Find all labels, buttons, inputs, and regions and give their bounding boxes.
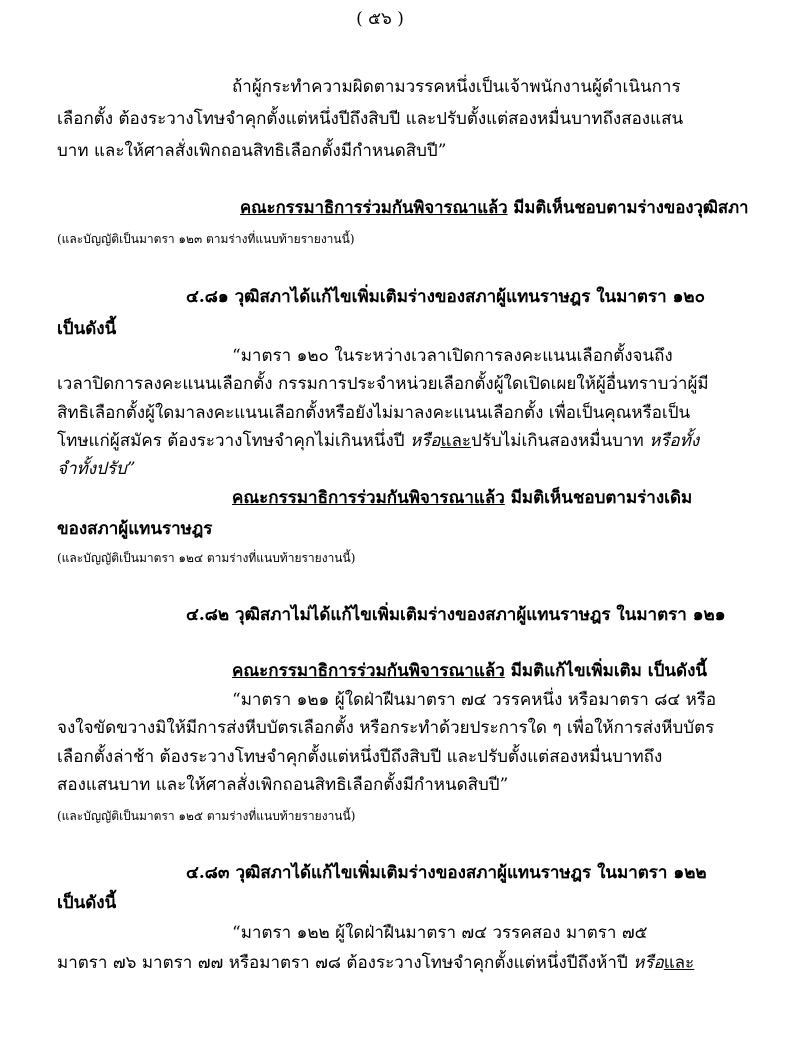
committee-resolution-cont: ของสภาผู้แทนราษฎร: [57, 519, 213, 539]
paragraph-line: เลือกตั้งล่าช้า ต้องระวางโทษจำคุกตั้งแต่หนึ่งปีถึงสิบปี และปรับตั้งแต่สองหมื่นบาทถึง: [57, 747, 663, 767]
text-run: ปรับไม่เกินสองหมื่นบาท: [471, 431, 650, 451]
paragraph-line: [57, 430, 699, 452]
committee-resolution: [232, 487, 692, 509]
paragraph-line: สองแสนบาท และให้ศาลสั่งเพิกถอนสิทธิเลือกตั้งมีกำหนดสิบปี”: [57, 775, 509, 795]
paragraph-line: เวลาปิดการลงคะแนนเลือกตั้ง กรรมการประจำหน่วยเลือกตั้งผู้ใดเปิดเผยให้ผู้อื่นทราบว่าผู้มี: [57, 374, 709, 394]
committee-name: คณะกรรมาธิการร่วมกันพิจารณาแล้ว: [232, 488, 505, 508]
section-heading: ๔.๘๑ วุฒิสภาได้แก้ไขเพิ่มเติมร่างของสภาผู้แทนราษฎร ในมาตรา ๑๒๐: [186, 287, 705, 307]
paragraph-line: ถ้าผู้กระทำความผิดตามวรรคหนึ่งเป็นเจ้าพนักงานผู้ดำเนินการ: [232, 77, 681, 97]
committee-name: คณะกรรมาธิการร่วมกันพิจารณาแล้ว: [240, 198, 508, 218]
paragraph-line: “มาตรา ๑๒๐ ในระหว่างเวลาเปิดการลงคะแนนเลือกตั้งจนถึง: [232, 346, 673, 366]
section-note: (และบัญญัติเป็นมาตรา ๑๒๕ ตามร่างที่แนบท้ายรายงานนี้): [57, 809, 356, 823]
paragraph-line: “มาตรา ๑๒๒ ผู้ใดฝ่าฝืนมาตรา ๗๔ วรรคสอง มาตรา ๗๕: [232, 923, 648, 943]
inserted-text: และ: [440, 431, 472, 451]
text-run: มาตรา ๗๖ มาตรา ๗๗ หรือมาตรา ๗๘ ต้องระวางโทษจำคุกตั้งแต่หนึ่งปีถึงห้าปี: [57, 953, 634, 973]
committee-name: คณะกรรมาธิการร่วมกันพิจารณาแล้ว: [232, 661, 505, 681]
resolution-text: มีมติเห็นชอบตามร่างเดิม: [504, 488, 693, 508]
committee-resolution: [240, 197, 748, 219]
paragraph-line: [57, 952, 694, 974]
paragraph-line: บาท และให้ศาลสั่งเพิกถอนสิทธิเลือกตั้งมีกำหนดสิบปี”: [57, 141, 447, 161]
paragraph-line: สิทธิเลือกตั้งผู้ใดมาลงคะแนนเลือกตั้งหรือยังไม่มาลงคะแนนเลือกตั้ง เพื่อเป็นคุณหรือเป็น: [57, 403, 691, 423]
committee-resolution: [232, 660, 707, 682]
page-number: ( ๕๖ ): [356, 9, 404, 29]
section-note: (และบัญญัติเป็นมาตรา ๑๒๔ ตามร่างที่แนบท้ายรายงานนี้): [57, 551, 356, 565]
section-heading: ๔.๘๓ วุฒิสภาได้แก้ไขเพิ่มเติมร่างของสภาผู้แทนราษฎร ในมาตรา ๑๒๒: [186, 863, 707, 883]
paragraph-line: “มาตรา ๑๒๑ ผู้ใดฝ่าฝืนมาตรา ๗๔ วรรคหนึ่ง หรือมาตรา ๘๔ หรือ: [232, 690, 717, 710]
section-note: (และบัญญัติเป็นมาตรา ๑๒๓ ตามร่างที่แนบท้ายรายงานนี้): [57, 232, 355, 246]
section-heading-cont: เป็นดังนี้: [57, 893, 117, 913]
struck-text: จำทั้งปรับ”: [57, 459, 136, 479]
resolution-text: มีมติแก้ไขเพิ่มเติม เป็นดังนี้: [504, 661, 707, 681]
struck-text: หรือ: [409, 431, 441, 451]
section-heading: ๔.๘๒ วุฒิสภาไม่ได้แก้ไขเพิ่มเติมร่างของสภาผู้แทนราษฎร ในมาตรา ๑๒๑: [186, 605, 726, 625]
text-run: โทษแก่ผู้สมัคร ต้องระวางโทษจำคุกไม่เกินหนึ่งปี: [57, 431, 410, 451]
paragraph-line: เลือกตั้ง ต้องระวางโทษจำคุกตั้งแต่หนึ่งปีถึงสิบปี และปรับตั้งแต่สองหมื่นบาทถึงสองแสน: [57, 109, 684, 129]
resolution-text: มีมติเห็นชอบตามร่างของวุฒิสภา: [507, 198, 749, 218]
struck-text: หรือ: [633, 953, 664, 973]
struck-text: หรือทั้ง: [649, 431, 700, 451]
paragraph-line: จงใจขัดขวางมิให้มีการส่งหีบบัตรเลือกตั้ง หรือกระทำด้วยประการใด ๆ เพื่อให้การส่งหีบบัตร: [57, 718, 715, 738]
inserted-text: และ: [663, 953, 695, 973]
section-heading-cont: เป็นดังนี้: [57, 319, 117, 339]
